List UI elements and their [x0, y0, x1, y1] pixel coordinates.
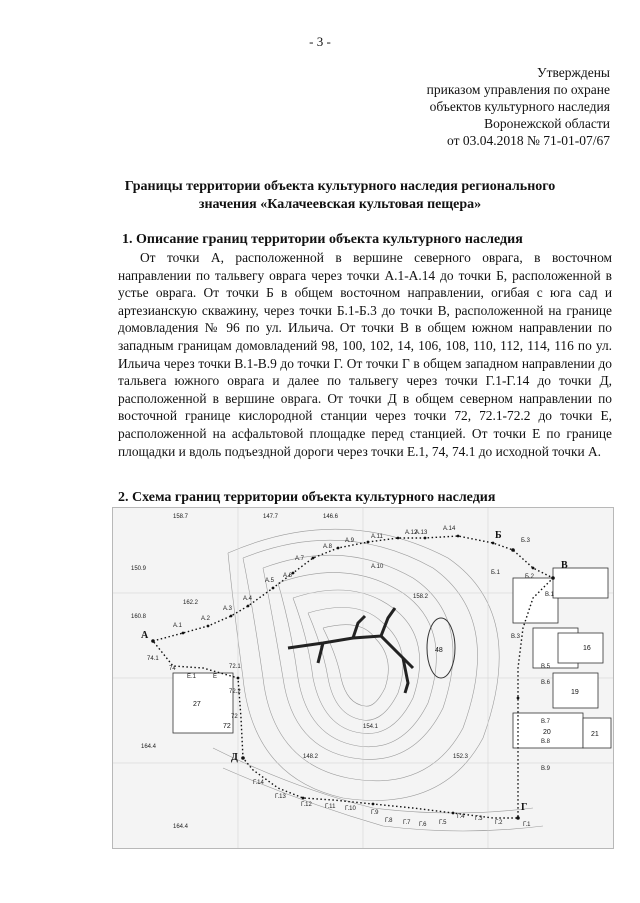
- point-label: Г.11: [325, 804, 336, 810]
- point-label: 74.1: [147, 656, 159, 662]
- parcel-number: 27: [193, 701, 201, 708]
- point-label: 74: [169, 666, 176, 672]
- point-label: А.14: [443, 526, 456, 532]
- spot-height: 147.7: [263, 514, 279, 520]
- point-label: Г.4: [457, 814, 465, 820]
- point-v-label: В: [561, 560, 568, 571]
- point-label: Г.1: [523, 822, 531, 828]
- point-label: А.7: [295, 556, 305, 562]
- boundary-map: [112, 507, 614, 849]
- point-label: Б.1: [491, 570, 500, 576]
- section-2-heading: 2. Схема границ территории объекта культурного наследия: [118, 490, 496, 505]
- approval-block: [427, 64, 610, 149]
- point-label: А.9: [345, 538, 355, 544]
- cave-passages: [288, 608, 413, 693]
- point-label: Г.5: [439, 820, 447, 826]
- spot-height: 164.4: [141, 744, 157, 750]
- point-label: Г.3: [475, 816, 483, 822]
- point-label: А.12: [405, 530, 418, 536]
- spot-height: 158.2: [413, 594, 429, 600]
- point-label: В.5: [541, 664, 551, 670]
- title-line: Границы территории объекта культурного наследия регионального: [124, 179, 556, 194]
- point-label: А.4: [243, 596, 253, 602]
- point-label: Е: [213, 674, 218, 680]
- parcel-number: 21: [591, 731, 599, 738]
- spot-height: 158.7: [173, 514, 189, 520]
- title-line: значения «Калачеевская культовая пещера»: [198, 197, 482, 212]
- parcel-number: 48: [435, 647, 443, 654]
- point-label: А.11: [371, 534, 383, 540]
- spot-height: 162.2: [183, 600, 199, 606]
- parcel-number: 72: [223, 723, 231, 730]
- parcel-number: 20: [543, 729, 551, 736]
- point-label: В.3: [511, 634, 521, 640]
- spot-height: 150.9: [131, 566, 147, 572]
- point-label: 72.1: [229, 664, 241, 670]
- approval-line: Утверждены: [537, 65, 610, 80]
- point-label: Г.8: [385, 818, 393, 824]
- approval-line: приказом управления по охране: [426, 82, 610, 97]
- point-g-label: Г: [521, 802, 528, 813]
- approval-line: от 03.04.2018 № 71-01-07/67: [447, 133, 610, 148]
- document-title: [80, 178, 600, 214]
- parcel-number: 16: [583, 645, 591, 652]
- point-label: В.9: [541, 766, 551, 772]
- point-label: Г.7: [403, 820, 411, 826]
- spot-height: 152.3: [453, 754, 469, 760]
- point-label: А.8: [323, 544, 333, 550]
- spot-height: 160.8: [131, 614, 147, 620]
- point-label: Г.10: [345, 806, 356, 812]
- point-label: Е.1: [187, 674, 197, 680]
- boundary-description: От точки А, расположенной в вершине северного оврага, в восточном направлении по тальвегу оврага через точки А.1-А.14 до точки Б, расположенной в устье оврага. От точки Б в общем восточном направлении, огибая с юга сад и артезианскую скважину, через точки Б.1-Б.3 до точки В, расположенной на границе домовладения № 96 по ул. Ильича. От точки В в общем южном направлении по западным границам домовладений 98, 100, 102, 14, 106, 108, 110, 112, 114, 116 по ул. Ильича через точки В.1-В.9 до точки Г. От точки Г в общем западном направлении до тальвега южного оврага и далее по тальвегу через точки Г.1-Г.14 до точки Д, расположенной в вершине оврага. От точки Д в общем северном направлении по восточной границе кислородной станции через точки 72, 72.1-72.2 до точки Е, расположенной на асфальтовой площадке перед станцией. От точки Е по границе площадки и вдоль подъездной дороги через точки Е.1, 74, 74.1 до исходной точки А.: [118, 250, 612, 459]
- point-label: Г.9: [371, 810, 379, 816]
- spot-height: 148.2: [303, 754, 319, 760]
- point-d-label: Д: [231, 752, 238, 763]
- point-label: В.1: [545, 592, 555, 598]
- approval-line: Воронежской области: [484, 116, 610, 131]
- point-label: Г.2: [495, 820, 503, 826]
- point-label: А.13: [415, 530, 428, 536]
- point-label: А.1: [173, 623, 183, 629]
- point-label: В.6: [541, 680, 551, 686]
- point-label: В.7: [541, 719, 551, 725]
- point-label: А.5: [265, 578, 275, 584]
- spot-height: 146.6: [323, 514, 339, 520]
- parcel-number: 19: [571, 689, 579, 696]
- point-label: А.3: [223, 606, 233, 612]
- spot-height: 154.1: [363, 724, 379, 730]
- point-b-label: Б: [495, 530, 502, 541]
- map-drawing: [113, 508, 613, 848]
- point-a-label: А: [141, 630, 149, 641]
- approval-line: объектов культурного наследия: [429, 99, 610, 114]
- point-label: Г.12: [301, 802, 312, 808]
- point-label: Г.14: [253, 780, 264, 786]
- point-label: 72.2: [229, 689, 241, 695]
- point-label: Б.3: [521, 538, 530, 544]
- point-label: А.6: [283, 573, 293, 579]
- page-number: - 3 -: [309, 34, 331, 49]
- spot-height: 164.4: [173, 824, 189, 830]
- section-1-heading: 1. Описание границ территории объекта культурного наследия: [122, 232, 523, 247]
- point-label: Г.13: [275, 794, 286, 800]
- point-label: А.10: [371, 564, 384, 570]
- point-label: Г.6: [419, 822, 427, 828]
- point-label: В.8: [541, 739, 551, 745]
- point-label: 72: [231, 714, 238, 720]
- point-label: А.2: [201, 616, 211, 622]
- point-label: Б.2: [525, 574, 534, 580]
